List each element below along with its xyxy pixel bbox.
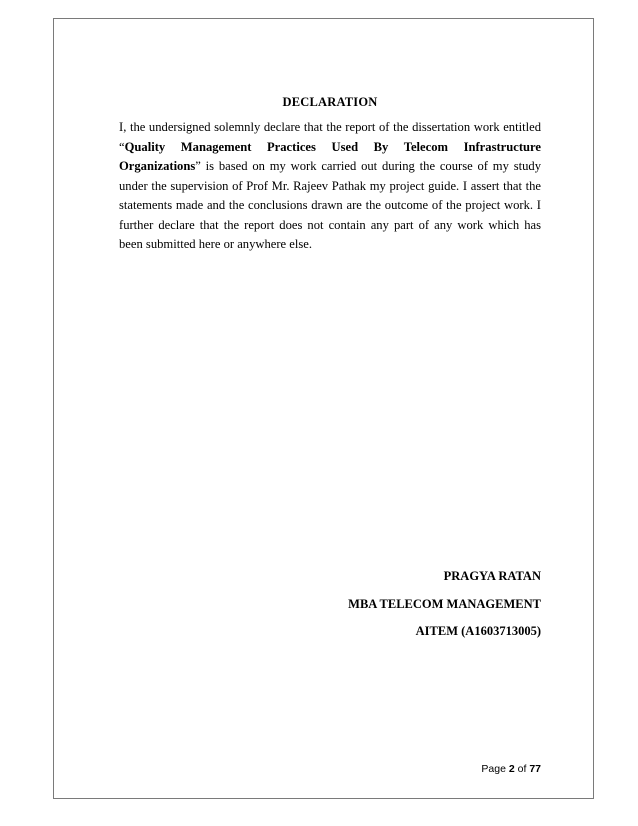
paragraph-rest: ” is based on my work carried out during the course of my study under the supervision of Prof Mr. Rajeev Pathak my project guide. I assert that the statements made and the conclusions drawn are the outcome of the project work. I further declare that the report does not contain any part of any work which has been submitted here or anywhere else. [119, 159, 541, 251]
page-total-number: 77 [529, 763, 541, 775]
paragraph-intro: I, the undersigned solemnly declare that the report of the dissertation work entitled “ [119, 120, 541, 154]
dissertation-title: Quality Management Practices Used By Telecom Infrastructure Organizations [119, 139, 541, 173]
signature-institution: AITEM (A1603713005) [415, 624, 541, 638]
signature-program: MBA TELECOM MANAGEMENT [348, 597, 541, 611]
page-of-label: of [514, 763, 530, 775]
declaration-paragraph [119, 118, 541, 255]
page-prefix: Page [481, 763, 509, 775]
signature-name: PRAGYA RATAN [443, 569, 541, 583]
page-current-number: 2 [508, 763, 515, 775]
page-footer [481, 763, 541, 775]
declaration-heading: DECLARATION [282, 95, 378, 109]
